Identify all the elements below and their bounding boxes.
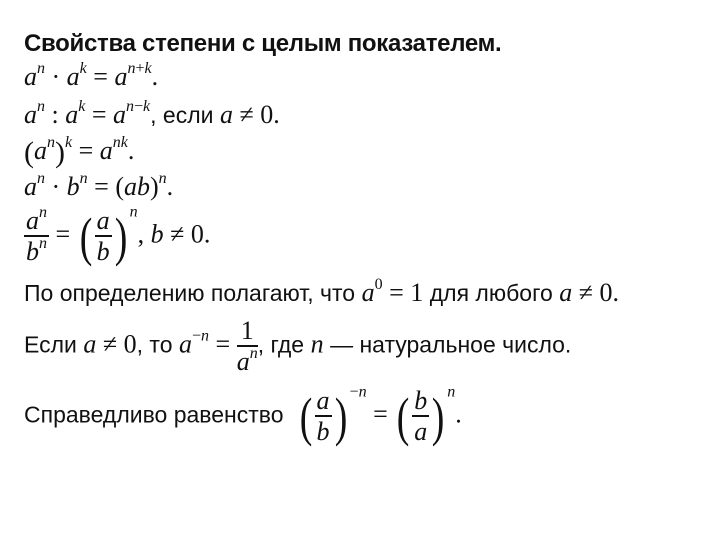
property-power-of-power: $(a^n)^k = a^{nk}$. — [24, 134, 135, 170]
property-product-power: $a^n \cdot b^n = (ab)^n$. — [24, 170, 174, 201]
if-text: Если — [24, 331, 77, 358]
equality-text: Справедливо равенство — [24, 401, 284, 428]
definition-zero-exponent: По определению полагают, что $a^0 = 1$ для любого a ≠ 0. — [24, 276, 620, 307]
natural-number-text: — натуральное число. — [330, 331, 572, 358]
fraction-a-over-b: $\frac{a}{b}$ — [96, 206, 110, 266]
equality-negative-power-fraction: Справедливо равенство ( $\frac{a}{b}$ ) $^{-n}$ = ( $\frac{b}{a}$ ) $^n$. — [24, 383, 462, 447]
fraction-one-over-an: $\frac{1}{a^n}$ — [236, 316, 258, 376]
fraction-an-over-bn: $\frac{a^n}{b^n}$ — [26, 204, 47, 266]
page-title: Свойства степени с целым показателем. — [24, 30, 502, 57]
definition-negative-exponent: Если a ≠ 0, то $a^{-n}$ = $\frac{1}{a^n}$ , где n — натуральное число. — [24, 316, 572, 376]
property-product-same-base: $a^n \cdot a^k = a^{n+k}$. — [24, 60, 159, 91]
condition-text: , если — [150, 102, 214, 128]
property-quotient-power: $\frac{a^n}{b^n}$ = ( $\frac{a}{b}$ ) $^n$, b ≠ 0. — [26, 203, 211, 267]
where-text: , где — [257, 331, 305, 358]
definition-text: По определению полагают, что — [24, 280, 356, 306]
fraction-a-over-b-left: $\frac{a}{b}$ — [316, 386, 330, 446]
for-any-text: для любого — [429, 280, 553, 306]
fraction-b-over-a: $\frac{b}{a}$ — [414, 386, 428, 446]
then-text: , то — [136, 331, 173, 358]
property-quotient-same-base: $a^n$ : $a^k = a^{n-k}$, если a ≠ 0. — [24, 98, 280, 129]
